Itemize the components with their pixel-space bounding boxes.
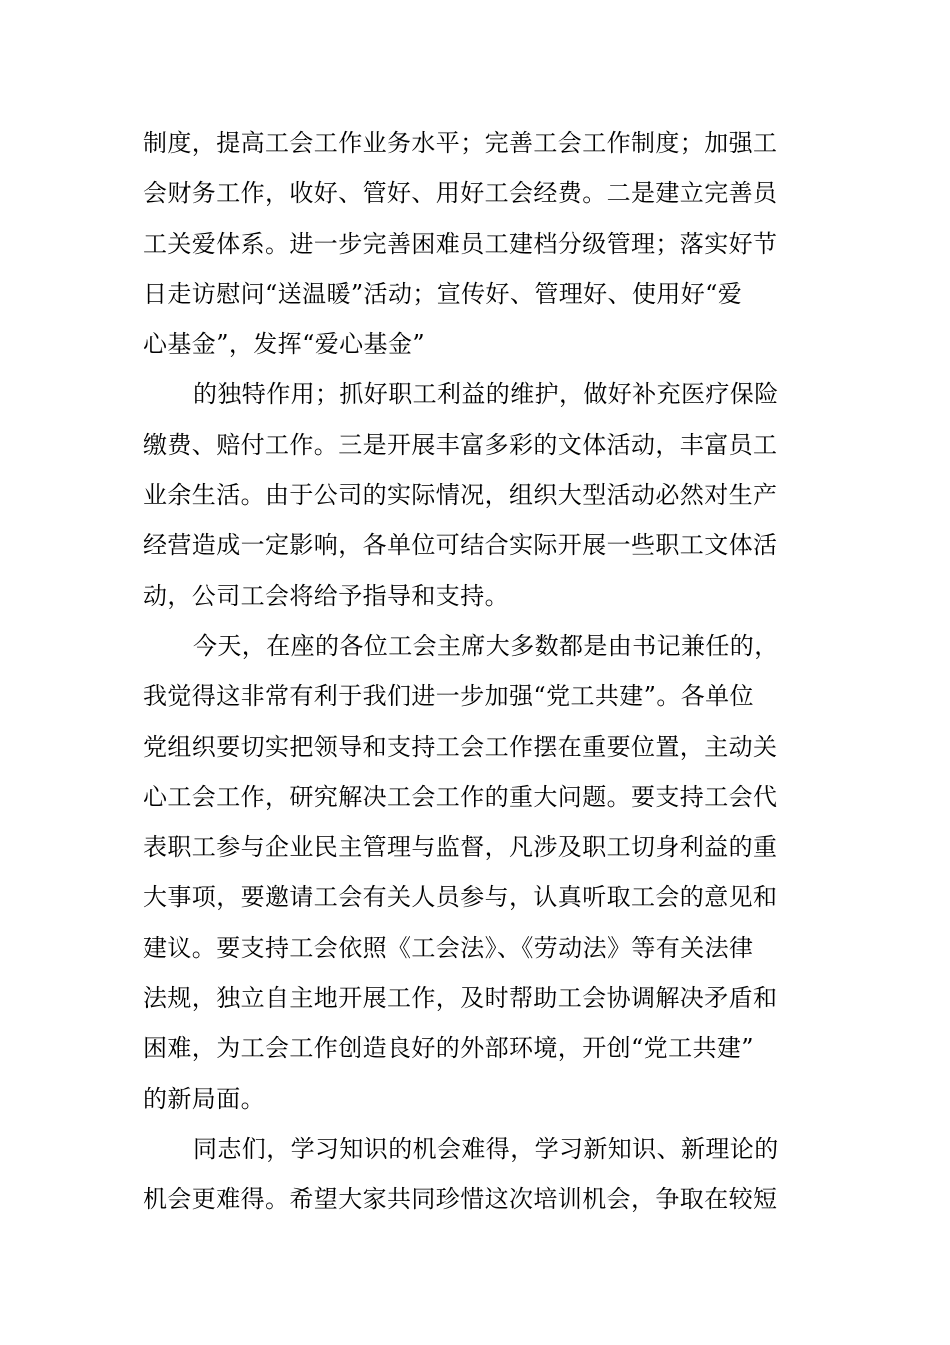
paragraph-start-line: 的独特作用；抓好职工利益的维护，做好补充医疗保险 [193,380,779,409]
text-line: 日走访慰问“送温暖”活动；宣传好、管理好、使用好“爱 [143,279,743,308]
text-line: 党组织要切实把领导和支持工会工作摆在重要位置，主动关 [143,732,778,761]
document-body [143,118,779,1225]
text-line: 业余生活。由于公司的实际情况，组织大型活动必然对生产 [143,481,778,510]
text-line: 动，公司工会将给予指导和支持。 [143,581,509,610]
text-line: 心工会工作，研究解决工会工作的重大问题。要支持工会代 [143,782,778,811]
text-line: 建议。要支持工会依照《工会法》、《劳动法》等有关法律 [143,933,754,962]
text-line: 我觉得这非常有利于我们进一步加强“党工共建”。各单位 [143,682,754,711]
text-line: 经营造成一定影响，各单位可结合实际开展一些职工文体活 [143,531,778,560]
text-line: 法规，独立自主地开展工作，及时帮助工会协调解决矛盾和 [143,984,778,1013]
paragraph-start-line: 同志们，学习知识的机会难得，学习新知识、新理论的 [193,1134,779,1163]
text-line: 会财务工作，收好、管好、用好工会经费。二是建立完善员 [143,179,778,208]
text-line: 大事项，要邀请工会有关人员参与，认真听取工会的意见和 [143,883,778,912]
text-line: 机会更难得。希望大家共同珍惜这次培训机会，争取在较短 [143,1185,778,1214]
paragraph-start-line: 今天，在座的各位工会主席大多数都是由书记兼任的， [193,631,779,660]
text-line: 制度，提高工会工作业务水平；完善工会工作制度；加强工 [143,129,778,157]
text-line: 缴费、赔付工作。三是开展丰富多彩的文体活动，丰富员工 [143,430,778,459]
text-line: 表职工参与企业民主管理与监督，凡涉及职工切身利益的重 [143,833,778,862]
text-line: 心基金”，发挥“爱心基金” [143,330,426,359]
text-line: 困难，为工会工作创造良好的外部环境，开创“党工共建” [143,1034,754,1063]
text-line: 的新局面。 [143,1084,265,1113]
text-line: 工关爱体系。进一步完善困难员工建档分级管理；落实好节 [143,229,778,258]
